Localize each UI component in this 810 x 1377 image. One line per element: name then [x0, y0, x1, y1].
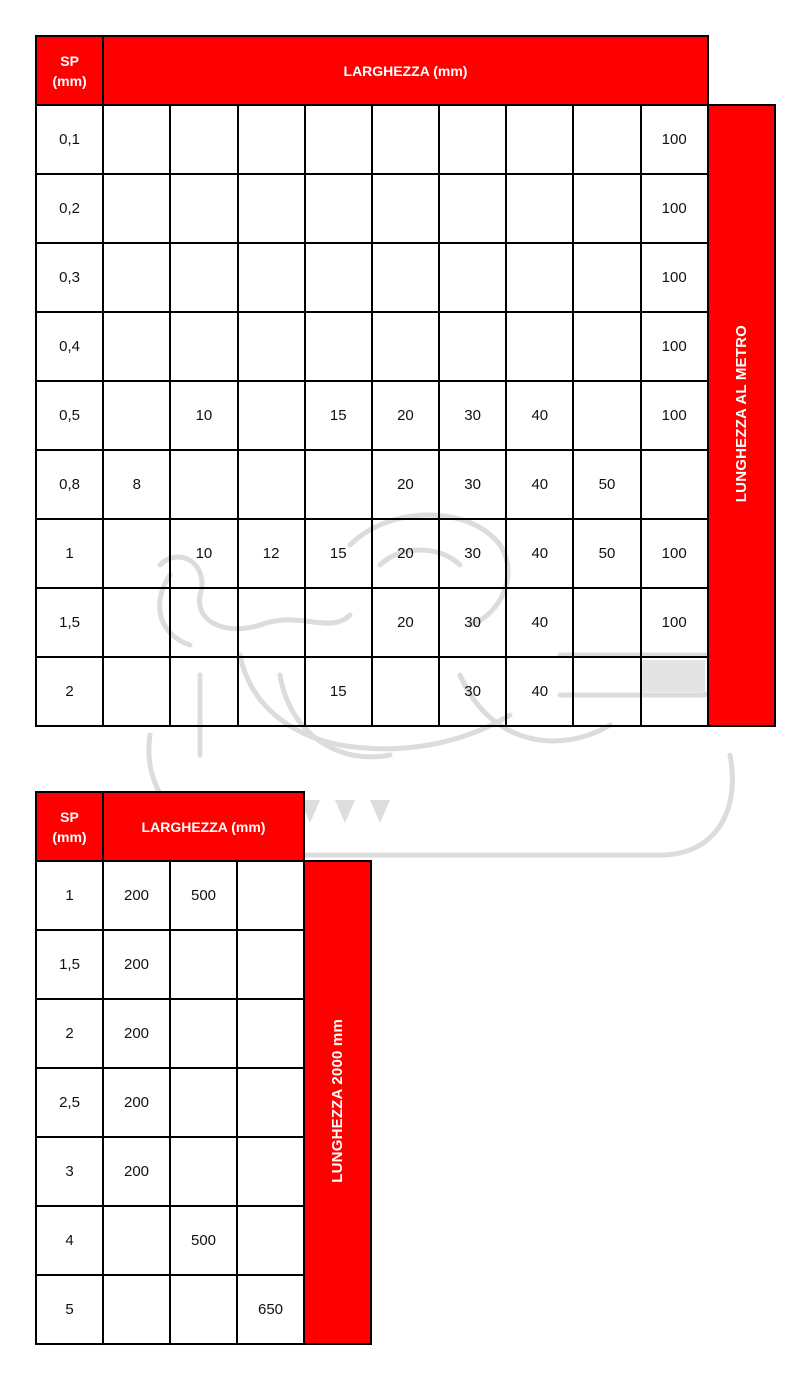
sp-value-cell: 1,5	[36, 930, 103, 999]
width-value-cell	[237, 861, 304, 930]
table-row	[36, 243, 775, 312]
width-value-cell	[372, 105, 439, 174]
width-value-cell: 10	[170, 519, 237, 588]
width-value-cell	[238, 105, 305, 174]
width-value-cell: 50	[573, 519, 640, 588]
sp-value-cell: 2,5	[36, 1068, 103, 1137]
width-value-cell	[439, 243, 506, 312]
width-value-cell	[305, 450, 372, 519]
width-value-cell	[237, 1068, 304, 1137]
width-value-cell	[238, 588, 305, 657]
width-value-cell: 15	[305, 519, 372, 588]
width-value-cell: 200	[103, 999, 170, 1068]
width-value-cell	[573, 381, 640, 450]
width-value-cell	[103, 105, 170, 174]
width-value-cell	[641, 450, 708, 519]
sp-header-label: SP	[60, 808, 79, 825]
width-value-cell: 10	[170, 381, 237, 450]
width-value-cell	[573, 174, 640, 243]
width-value-cell	[103, 657, 170, 726]
empty-corner	[708, 36, 775, 105]
width-value-cell	[506, 174, 573, 243]
width-value-cell: 20	[372, 450, 439, 519]
width-value-cell: 200	[103, 1068, 170, 1137]
width-value-cell	[103, 1206, 170, 1275]
width-value-cell: 200	[103, 1137, 170, 1206]
width-value-cell	[103, 312, 170, 381]
width-value-cell: 20	[372, 381, 439, 450]
table-header-row	[36, 36, 775, 105]
sp-header-unit: (mm)	[52, 828, 87, 845]
width-value-cell	[103, 243, 170, 312]
sp-value-cell: 2	[36, 999, 103, 1068]
sp-header-label: SP	[60, 52, 79, 69]
width-value-cell: 100	[641, 312, 708, 381]
width-value-cell	[372, 657, 439, 726]
table-row	[36, 174, 775, 243]
width-value-cell	[170, 312, 237, 381]
sp-value-cell: 1	[36, 861, 103, 930]
thickness-width-table-2000mm	[35, 791, 372, 1345]
sp-header	[36, 792, 103, 861]
width-value-cell	[439, 174, 506, 243]
width-value-cell	[237, 1137, 304, 1206]
width-value-cell	[170, 1068, 237, 1137]
width-value-cell	[103, 519, 170, 588]
width-value-cell: 20	[372, 588, 439, 657]
width-value-cell: 200	[103, 861, 170, 930]
width-value-cell	[103, 174, 170, 243]
width-value-cell	[641, 657, 708, 726]
width-value-cell: 100	[641, 174, 708, 243]
table-row	[36, 105, 775, 174]
sp-value-cell: 1	[36, 519, 103, 588]
width-header: LARGHEZZA (mm)	[103, 792, 304, 861]
length-side-label: LUNGHEZZA 2000 mm	[329, 1018, 347, 1183]
sp-value-cell: 1,5	[36, 588, 103, 657]
width-value-cell: 100	[641, 381, 708, 450]
table-body	[36, 105, 775, 726]
table-row	[36, 381, 775, 450]
width-value-cell	[170, 1275, 237, 1344]
width-value-cell: 100	[641, 519, 708, 588]
length-side-label: LUNGHEZZA AL METRO	[732, 324, 750, 503]
sp-header-unit: (mm)	[52, 72, 87, 89]
sp-value-cell: 2	[36, 657, 103, 726]
thickness-width-table-per-metre	[35, 35, 776, 727]
length-side-label-cell	[708, 105, 775, 726]
sp-value-cell: 3	[36, 1137, 103, 1206]
width-value-cell	[238, 243, 305, 312]
width-value-cell	[372, 312, 439, 381]
sp-value-cell: 0,3	[36, 243, 103, 312]
width-value-cell: 40	[506, 657, 573, 726]
width-value-cell: 500	[170, 1206, 237, 1275]
width-value-cell	[103, 1275, 170, 1344]
width-value-cell	[573, 105, 640, 174]
width-value-cell	[439, 312, 506, 381]
width-value-cell: 12	[238, 519, 305, 588]
width-value-cell: 8	[103, 450, 170, 519]
width-value-cell	[170, 1137, 237, 1206]
width-value-cell	[506, 243, 573, 312]
width-value-cell: 100	[641, 105, 708, 174]
width-value-cell: 100	[641, 588, 708, 657]
sp-value-cell: 0,4	[36, 312, 103, 381]
sp-value-cell: 0,8	[36, 450, 103, 519]
width-value-cell	[573, 657, 640, 726]
width-value-cell	[170, 588, 237, 657]
sp-value-cell: 0,1	[36, 105, 103, 174]
width-value-cell: 40	[506, 450, 573, 519]
width-value-cell: 15	[305, 381, 372, 450]
table-row	[36, 588, 775, 657]
width-header: LARGHEZZA (mm)	[103, 36, 708, 105]
width-value-cell	[305, 105, 372, 174]
table-row	[36, 450, 775, 519]
width-value-cell: 40	[506, 381, 573, 450]
width-value-cell: 40	[506, 519, 573, 588]
width-value-cell: 15	[305, 657, 372, 726]
width-value-cell: 50	[573, 450, 640, 519]
width-value-cell: 100	[641, 243, 708, 312]
width-value-cell	[170, 243, 237, 312]
width-value-cell	[170, 105, 237, 174]
width-value-cell	[237, 930, 304, 999]
width-value-cell	[305, 312, 372, 381]
width-value-cell: 650	[237, 1275, 304, 1344]
width-value-cell: 30	[439, 381, 506, 450]
width-value-cell	[170, 930, 237, 999]
width-value-cell	[237, 999, 304, 1068]
table-header-row	[36, 792, 371, 861]
width-value-cell: 200	[103, 930, 170, 999]
table-row	[36, 861, 371, 930]
table-body	[36, 861, 371, 1344]
width-value-cell	[238, 312, 305, 381]
width-value-cell: 40	[506, 588, 573, 657]
length-side-label-cell	[304, 861, 371, 1344]
width-value-cell	[506, 312, 573, 381]
table-row	[36, 657, 775, 726]
sp-header	[36, 36, 103, 105]
width-value-cell	[573, 243, 640, 312]
sp-value-cell: 4	[36, 1206, 103, 1275]
width-value-cell	[238, 657, 305, 726]
width-value-cell: 30	[439, 519, 506, 588]
width-value-cell	[506, 105, 573, 174]
width-value-cell	[238, 174, 305, 243]
width-value-cell	[103, 381, 170, 450]
sp-value-cell: 0,2	[36, 174, 103, 243]
width-value-cell: 30	[439, 657, 506, 726]
width-value-cell	[170, 657, 237, 726]
width-value-cell	[305, 243, 372, 312]
width-value-cell: 30	[439, 588, 506, 657]
width-value-cell	[372, 243, 439, 312]
sp-value-cell: 0,5	[36, 381, 103, 450]
width-value-cell: 20	[372, 519, 439, 588]
width-value-cell	[439, 105, 506, 174]
width-value-cell	[103, 588, 170, 657]
width-value-cell	[372, 174, 439, 243]
table-row	[36, 519, 775, 588]
width-value-cell	[305, 174, 372, 243]
width-value-cell: 30	[439, 450, 506, 519]
sp-value-cell: 5	[36, 1275, 103, 1344]
width-value-cell	[170, 174, 237, 243]
width-value-cell	[573, 312, 640, 381]
width-value-cell	[237, 1206, 304, 1275]
width-value-cell	[305, 588, 372, 657]
width-value-cell	[170, 999, 237, 1068]
width-value-cell	[170, 450, 237, 519]
width-value-cell	[238, 381, 305, 450]
width-value-cell: 500	[170, 861, 237, 930]
empty-corner	[304, 792, 371, 861]
table-row	[36, 312, 775, 381]
width-value-cell	[573, 588, 640, 657]
width-value-cell	[238, 450, 305, 519]
